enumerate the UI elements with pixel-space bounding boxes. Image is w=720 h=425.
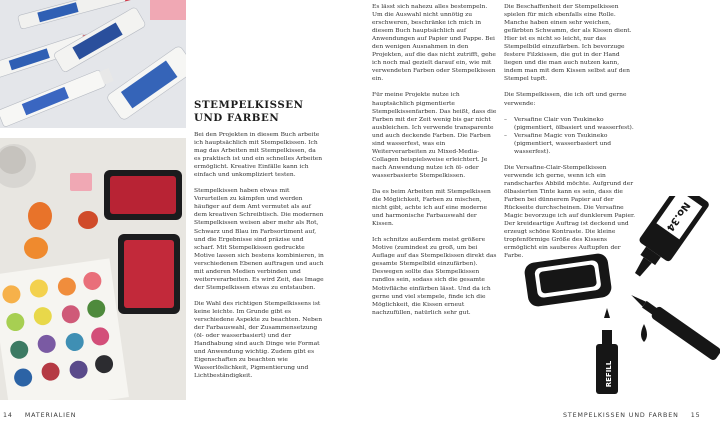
paint-tubes-illustration (0, 0, 186, 128)
paragraph: Stempelkissen haben etwas mit Vorurteilen zu kämpfen und werden häufiger auf dem Amt vermutet als auf dem kreativen Schreibtisch. Die modernen Stempelkissen weisen aber mehr als Rot, Schwarz und Blau im Farbsortiment auf, und die Ergebnisse sind präzise und scharf. Mit Stempelkissen gedruckte Motive lassen sich bestens kombinieren, in verschiedenen Ebenen auftragen und auch mit anderen Medien verbinden und weiterverarbeiten. Es wird Zeit, das Image der Stempelkissen etwas zu entstauben. (194, 187, 324, 291)
carving-knife-drawing (627, 289, 720, 361)
heading-line-1: STEMPELKISSEN (194, 99, 304, 111)
paragraph: Die Beschaffenheit der Stempelkissen spielen für mich ebenfalls eine Rolle. Manche haben einen sehr weichen, gefärbten Schwamm, der als Kissen dient. Hier ist es nicht so leicht, nur das Stempelbild einzufärben. Ich bevorzuge festere Filzkissen, die gut in der Hand liegen und die man auch nutzen kann, indem man mit dem Kissen selbst auf den Stempel tupft. (504, 3, 632, 83)
refill-bottle-drawing (596, 308, 618, 394)
paragraph: Die Stempelkissen, die ich oft und gerne verwende: (504, 91, 627, 107)
paragraph: Es lässt sich nahezu alles bestempeln. Um die Auswahl nicht unnötig zu erschweren, beschränke ich mich in diesem Buch hauptsächlich auf Anwendungen auf Papier und Pappe. Bei den wenigen Ausnahmen in den Projekten, auf die das nicht zutrifft, gehe ich noch mal gezielt darauf ein, wie mit verwendeten Farben oder Stempelkissen ein. (372, 3, 496, 83)
left-folio (3, 412, 76, 419)
chapter-label: MATERIALIEN (24, 412, 77, 419)
list-item (504, 116, 637, 132)
page-number: 15 (690, 412, 701, 419)
paragraph: Für meine Projekte nutze ich hauptsächlich pigmentierte Stempelkissenfarben. Das heißt, dass die Farben mit der Zeit wenig bis gar nicht ausbleichen. Ich verwende transparente und auch deckende Farben. Die Farben sind wasserfest, was ein Weiterverarbeiten zu Mixed-Media-Collagen beispielsweise erleichtert. Je nach Anwendung nutze ich öl- oder wasserbasierte Stempelkissen. (372, 91, 497, 179)
stamp-tools-illustration (518, 196, 720, 396)
color-swatch-chart (0, 258, 129, 400)
orange-drop-pad-2 (24, 237, 48, 259)
ink-pads-illustration (0, 138, 186, 400)
ink-pad-drawing (523, 252, 612, 307)
orange-drop-pad (28, 202, 52, 230)
chapter-label: STEMPELKISSEN UND FARBEN (563, 412, 679, 419)
right-folio (563, 412, 701, 419)
pink-sponge (70, 173, 92, 191)
bottle-label: REFILL (605, 360, 613, 388)
paragraph: Bei den Projekten in diesem Buch arbeite ich hauptsächlich mit Stempelkissen. Ich mag das Arbeiten mit Stempelkissen, da es praktisch ist und ein schnelles Arbeiten ermöglicht. Kreative Einfälle kann ich einfach und unkompliziert testen. (194, 131, 323, 179)
paragraph: Die Wahl des richtigen Stempelkissens ist keine leichte. Im Grunde gibt es verschiedene Aspekte zu beachten. Neben der Farbauswahl, der Zusammensetzung (öl- oder wasserbasiert) und der Handhabung sind auch Dinge wie Format und Anwendung wichtig. Zudem gibt es Eigenschaften zu beachten wie Wasserlöslichkeit, Pigmentierung und Lichtbeständigkeit. (194, 299, 323, 380)
red-drop-pad (78, 211, 98, 229)
paint-tube-drawing (622, 196, 710, 286)
section-heading (194, 99, 322, 125)
stamp-pad-list (504, 116, 637, 156)
list-item-text: Versafine Clair von Tsukineko (pigmentiert, ölbasiert und wasserfest). (514, 115, 634, 131)
paragraph: Die Versafine-Clair-Stempelkissen verwende ich gerne, wenn ich ein randscharfes Abbild möchte. Aufgrund der ölbasierten Tinte kann es sein, dass die Farben bei dünnerem Papier auf der Rückseite durchscheinen. Die Versafine Magic bevorzuge ich auf dunklerem Papier. Der kreideartige Auftrag ist deckend und erzeugt schöne Kontraste. Die kleine tropfenförmige Größe des Kissens ermöglicht ein sauberes Auftupfen der Farbe. (504, 163, 636, 260)
tube-label: No.34 (663, 199, 692, 233)
paragraph: Ich schnitze außerdem meist größere Motive (zumindest zu groß, um bei Auflage auf das Stempelkissen direkt das gesamte Stempelbild einzufärben). Deswegen sollte das Stempelkissen randlos sein, sodass sich die gesamte Motivfläche einfärben lässt. Und da ich gerne und viel stempele, finde ich die Möglichkeit, die Kissen erneut nachzufüllen, natürlich sehr gut. (372, 236, 497, 316)
list-dash: – (504, 115, 507, 123)
heading-line-2: UND FARBEN (194, 112, 280, 124)
ink-pads-photo (0, 138, 186, 400)
list-dash: – (504, 131, 507, 139)
left-column-text (194, 131, 324, 388)
ink-drop-drawing (641, 324, 647, 342)
middle-column-text (372, 3, 497, 325)
list-item-text: Versafine Magic von Tsukineko (pigmentiert, wasserbasiert und wasserfest). (514, 131, 612, 155)
paint-tubes-photo (0, 0, 186, 128)
list-item (504, 132, 637, 156)
paragraph: Da es beim Arbeiten mit Stempelkissen die Möglichkeit, Farben zu mischen, nicht gibt, achte ich auf eine moderne und harmonische Farbauswahl der Kissen. (372, 187, 491, 228)
page-number: 14 (3, 412, 13, 419)
